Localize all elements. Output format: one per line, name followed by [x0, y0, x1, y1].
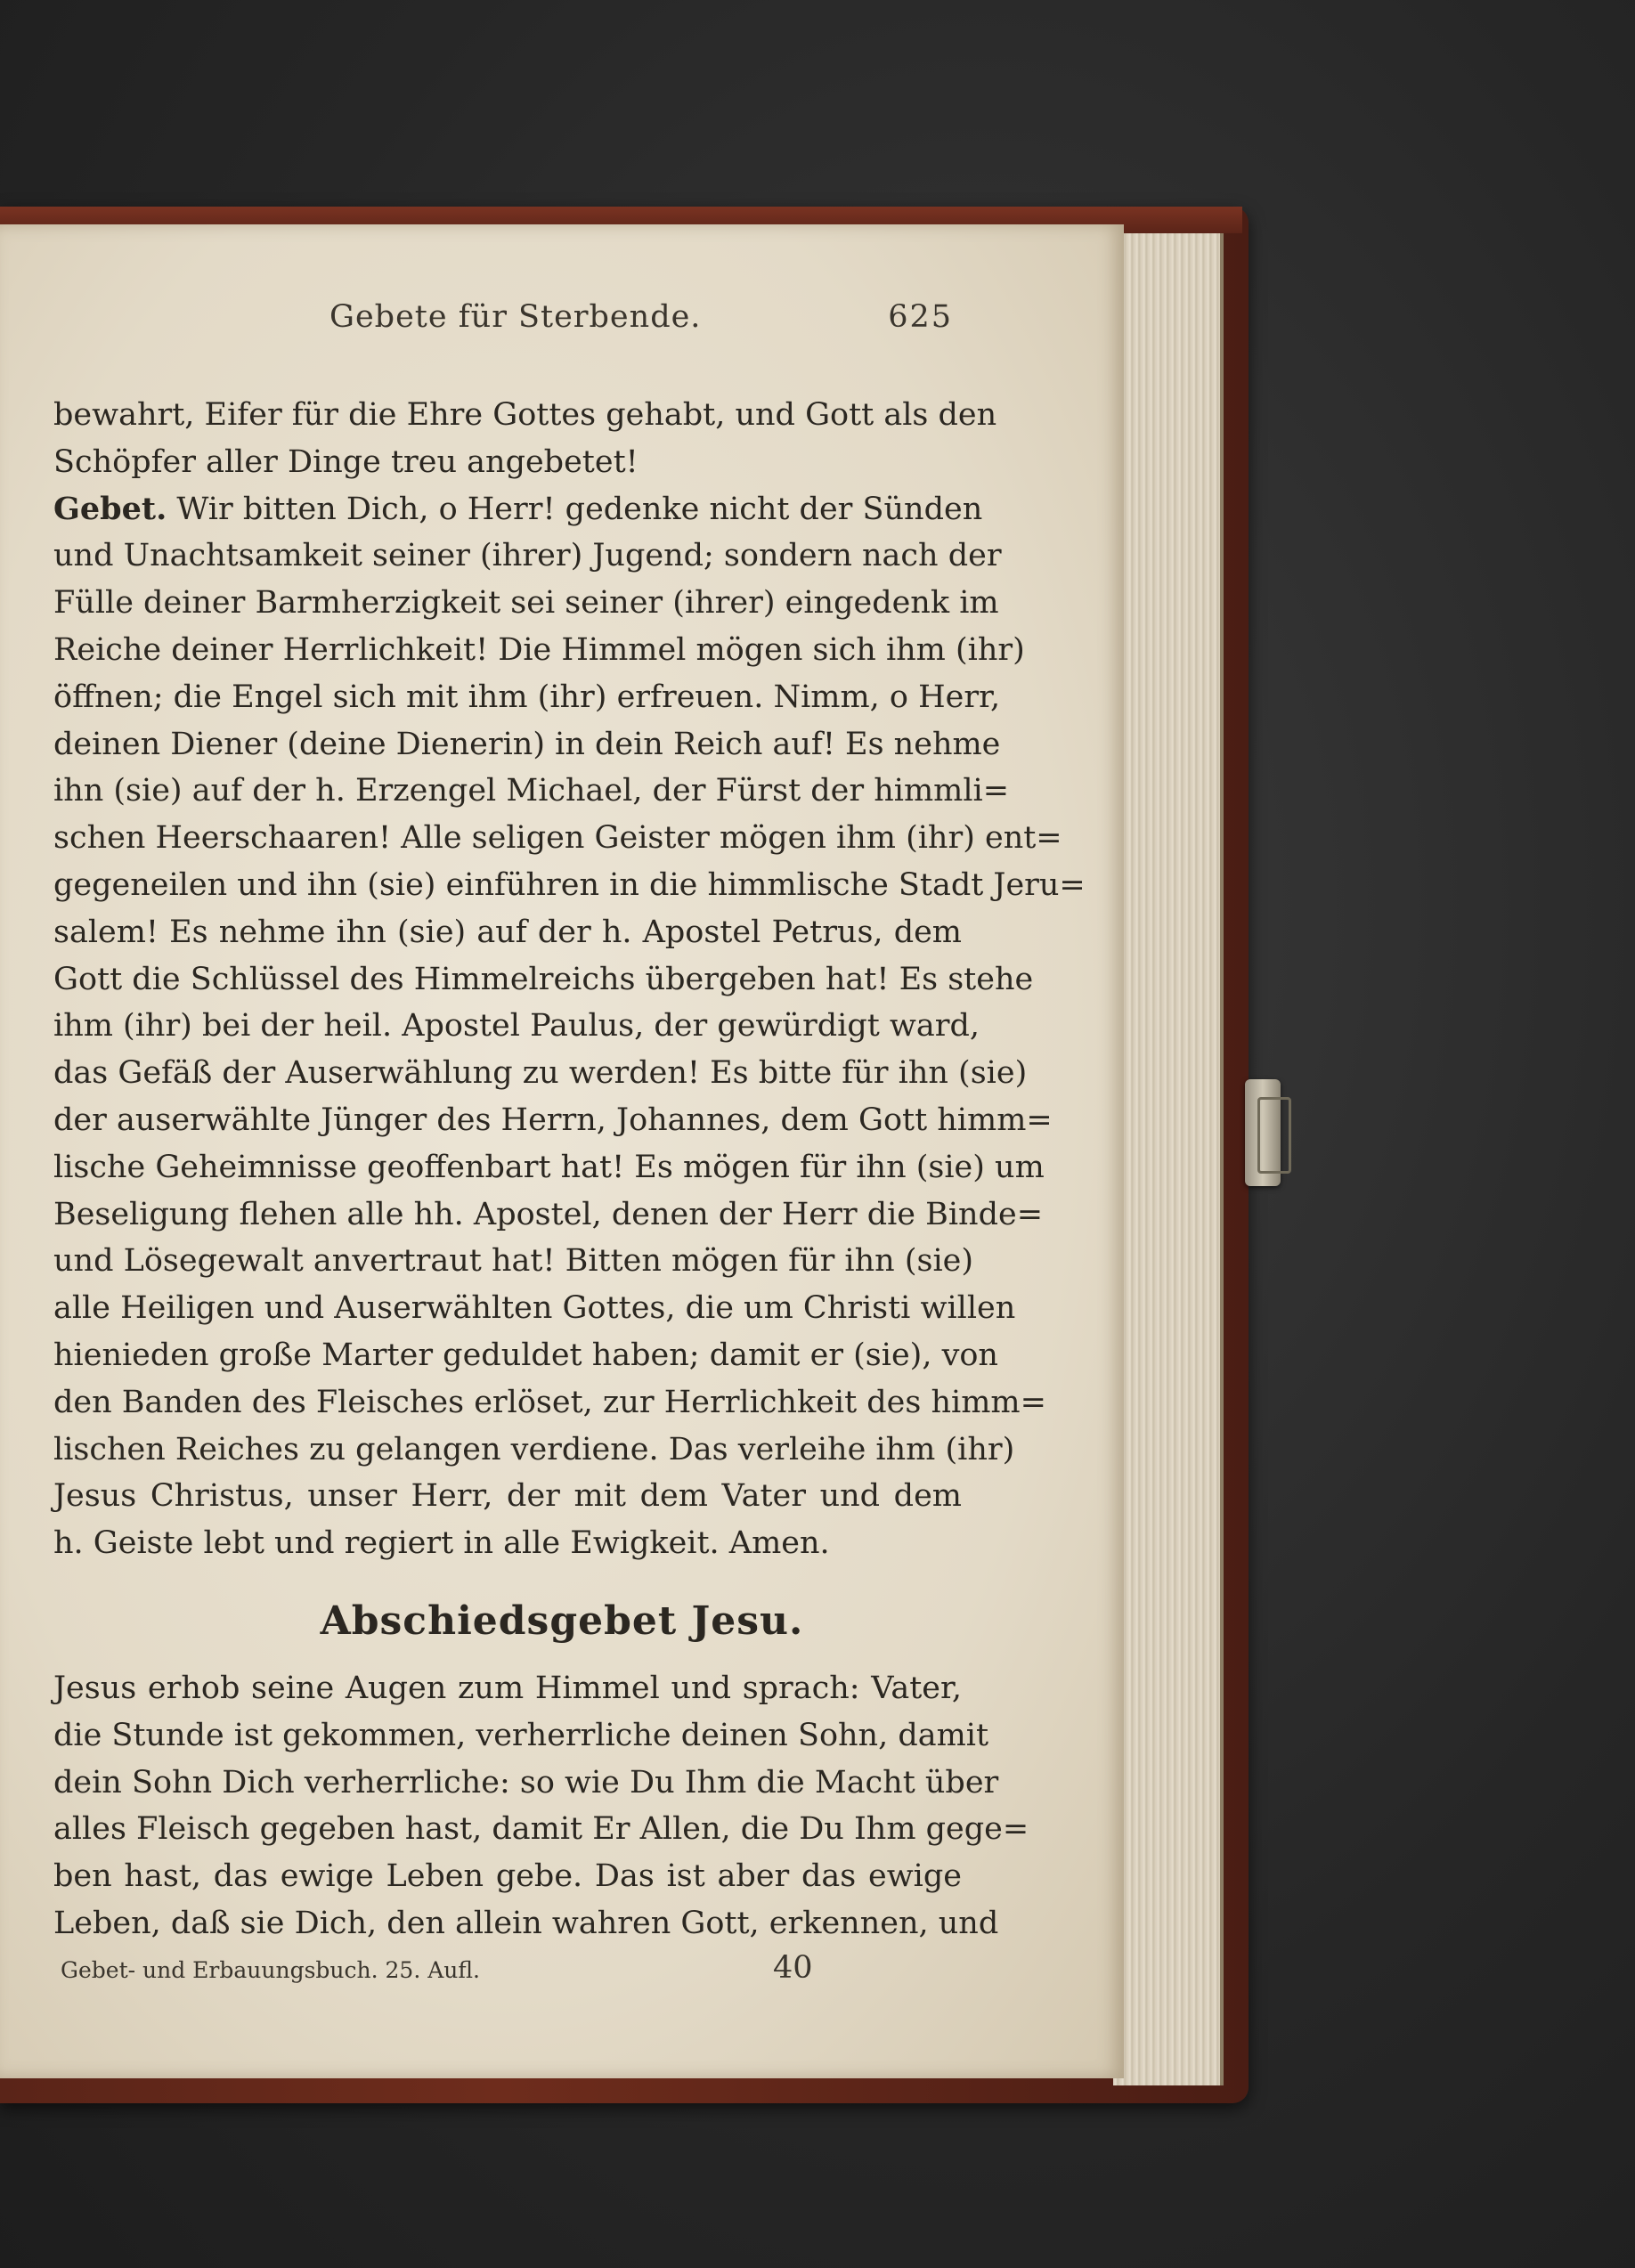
text-line: Reiche deiner Herrlichkeit! Die Himmel mögen sich ihm (ihr)	[53, 631, 1025, 668]
running-head	[53, 299, 953, 335]
footer-text: Gebet- und Erbauungsbuch. 25. Aufl.	[61, 1957, 480, 1983]
text-line: lische Geheimnisse geoffenbart hat! Es mögen für ihn (sie) um	[53, 1149, 1045, 1185]
text-line: Leben, daß sie Dich, den allein wahren Gott, erkennen, und	[53, 1905, 999, 1941]
text-line: und Unachtsamkeit seiner (ihrer) Jugend; sondern nach der	[53, 538, 1002, 574]
body-text	[53, 392, 1086, 1567]
section-heading: Abschiedsgebet Jesu.	[320, 1598, 804, 1644]
text-line: hienieden große Marter geduldet haben; damit er (sie), von	[53, 1337, 998, 1373]
clasp-hinge	[1257, 1097, 1291, 1174]
text-line: der auserwählte Jünger des Herrn, Johannes, dem Gott himm=	[53, 1101, 1053, 1138]
text-line: deinen Diener (deine Dienerin) in dein Reich auf! Es nehme	[53, 726, 1001, 762]
page-number: 625	[888, 299, 953, 335]
text-line: Fülle deiner Barmherzigkeit sei seiner (ihrer) eingedenk im	[53, 585, 999, 622]
text-line-rest: Wir bitten Dich, o Herr! gedenke nicht der Sünden	[176, 491, 983, 527]
text-line: h. Geiste lebt und regiert in alle Ewigkeit. Amen.	[53, 1525, 830, 1562]
text-line: ihn (sie) auf der h. Erzengel Michael, der Fürst der himmli=	[53, 773, 1010, 809]
page-footer	[61, 1950, 826, 1986]
text-line: die Stunde ist gekommen, verherrliche deinen Sohn, damit	[53, 1717, 989, 1753]
running-title: Gebete für Sterbende.	[329, 299, 702, 335]
text-line	[53, 486, 983, 533]
text-line: und Lösegewalt anvertraut hat! Bitten mögen für ihn (sie)	[53, 1243, 974, 1280]
prayer-lead-word: Gebet.	[53, 490, 167, 527]
text-line: gegeneilen und ihn (sie) einführen in die himmlische Stadt Jeru=	[53, 866, 1086, 903]
text-line: schen Heerschaaren! Alle seligen Geister mögen ihm (ihr) ent=	[53, 820, 1062, 857]
text-line: das Gefäß der Auserwählung zu werden! Es bitte für ihn (sie)	[53, 1055, 1028, 1092]
page-block-edge	[1113, 233, 1224, 2085]
text-line: salem! Es nehme ihn (sie) auf der h. Apostel Petrus, dem	[53, 914, 962, 950]
text-line: Jesus Christus, unser Herr, der mit dem Vater und dem	[53, 1478, 962, 1515]
text-line: lischen Reiches zu gelangen verdiene. Das verleihe ihm (ihr)	[53, 1431, 1015, 1467]
text-line: ben hast, das ewige Leben gebe. Das ist aber das ewige	[53, 1858, 962, 1895]
text-line: öffnen; die Engel sich mit ihm (ihr) erfreuen. Nimm, o Herr,	[53, 679, 1001, 715]
signature-mark: 40	[773, 1950, 813, 1986]
text-line: alles Fleisch gegeben hast, damit Er Allen, die Du Ihm gege=	[53, 1811, 1029, 1848]
text-line: bewahrt, Eifer für die Ehre Gottes gehabt, und Gott als den	[53, 397, 997, 433]
text-line: dein Sohn Dich verherrliche: so wie Du Ihm die Macht über	[53, 1764, 999, 1801]
text-line: alle Heiligen und Auserwählten Gottes, die um Christi willen	[53, 1290, 1016, 1327]
text-line: Schöpfer aller Dinge treu angebetet!	[53, 443, 639, 480]
text-line: ihm (ihr) bei der heil. Apostel Paulus, der gewürdigt ward,	[53, 1008, 980, 1045]
text-line: Jesus erhob seine Augen zum Himmel und sprach: Vater,	[53, 1671, 962, 1706]
text-line: Gott die Schlüssel des Himmelreichs übergeben hat! Es stehe	[53, 961, 1034, 997]
text-line: den Banden des Fleisches erlöset, zur Herrlichkeit des himm=	[53, 1384, 1046, 1420]
text-line: Beseligung flehen alle hh. Apostel, denen der Herr die Binde=	[53, 1196, 1044, 1232]
section-text	[53, 1665, 1029, 1947]
